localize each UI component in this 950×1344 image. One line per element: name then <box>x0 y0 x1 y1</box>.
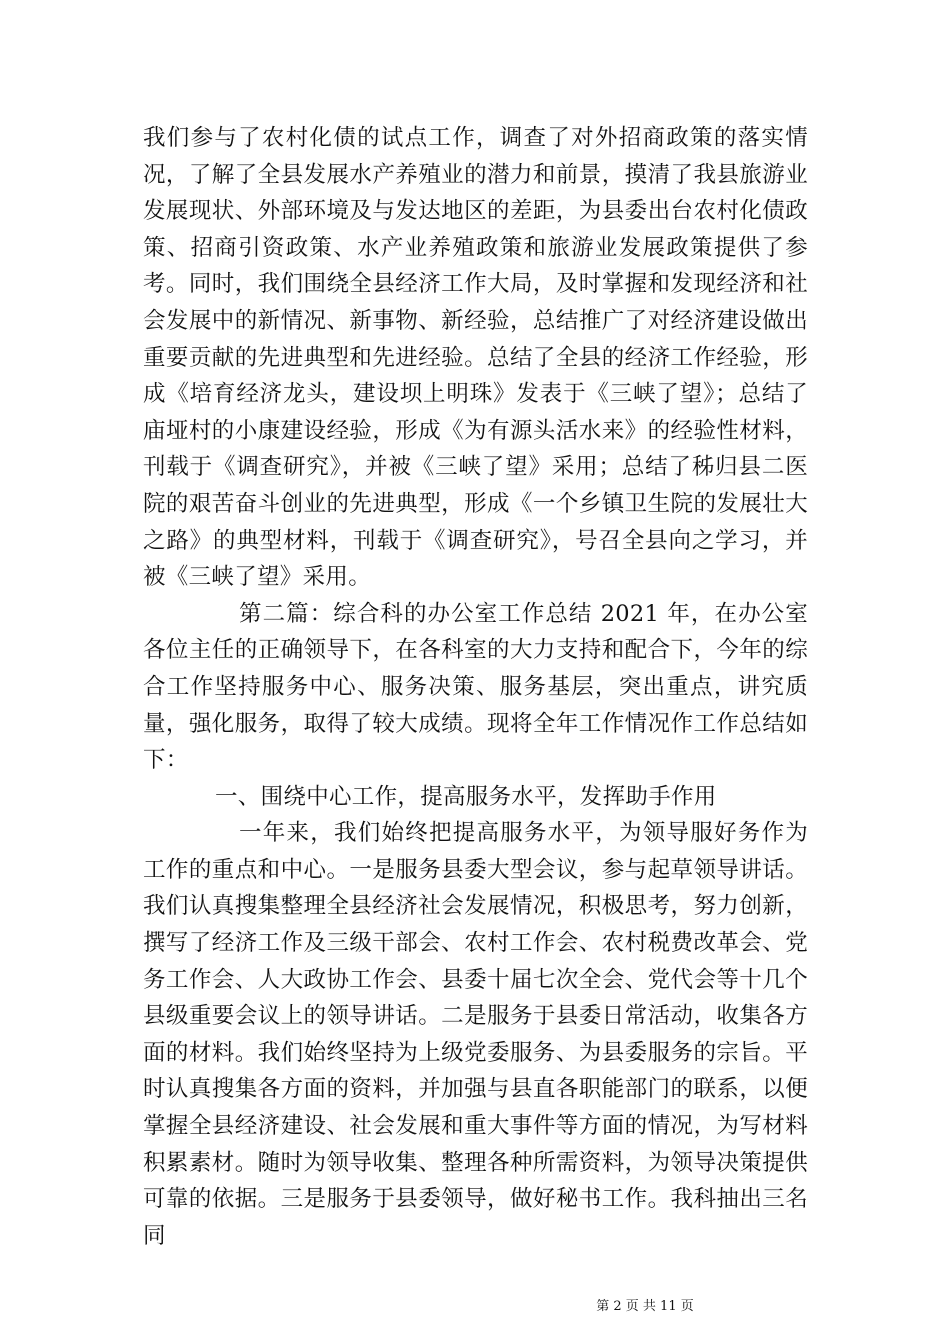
section-heading-one: 一、围绕中心工作，提高服务水平，发挥助手作用 <box>215 783 717 810</box>
paragraph-continuation: 我们参与了农村化债的试点工作，调查了对外招商政策的落实情况，了解了全县发展水产养殖业的潜力和前景，摸清了我县旅游业发展现状、外部环境及与发达地区的差距，为县委出台农村化债政策、招商引资政策、水产业养殖政策和旅游业发展政策提供了参考。同时，我们围绕全县经济工作大局，及时掌握和发现经济和社会发展中的新情况、新事物、新经验，总结推广了对经济建设做出重要贡献的先进典型和先进经验。总结了全县的经济工作经验，形成《培育经济龙头，建设坝上明珠》发表于《三峡了望》；总结了庙垭村的小康建设经验，形成《为有源头活水来》的经验性材料，刊载于《调查研究》，并被《三峡了望》采用；总结了秭归县二医院的艰苦奋斗创业的先进典型，形成《一个乡镇卫生院的发展壮大之路》的典型材料，刊载于《调查研究》，号召全县向之学习，并被《三峡了望》采用。 <box>143 125 808 591</box>
paragraph-section-one-body: 一年来，我们始终把提高服务水平，为领导服好务作为工作的重点和中心。一是服务县委大型会议，参与起草领导讲话。我们认真搜集整理全县经济社会发展情况，积极思考，努力创新，撰写了经济工作及三级干部会、农村工作会、农村税费改革会、党务工作会、人大政协工作会、县委十届七次全会、党代会等十几个县级重要会议上的领导讲话。二是服务于县委日常活动，收集各方面的材料。我们始终坚持为上级党委服务、为县委服务的宗旨。平时认真搜集各方面的资料，并加强与县直各职能部门的联系，以便掌握全县经济建设、社会发展和重大事件等方面的情况，为写材料积累素材。随时为领导收集、整理各种所需资料，为领导决策提供可靠的依据。三是服务于县委领导，做好秘书工作。我科抽出三名同 <box>143 820 808 1249</box>
paragraph-chapter-two-intro: 第二篇：综合科的办公室工作总结 2021 年，在办公室各位主任的正确领导下，在各科室的大力支持和配合下，今年的综合工作坚持服务中心、服务决策、服务基层，突出重点，讲究质量，强化服务，取得了较大成绩。现将全年工作情况作工作总结如下： <box>143 600 808 774</box>
page-footer <box>0 1295 950 1314</box>
page-number-label: 第 2 页 共 11 页 <box>596 1299 694 1314</box>
document-body <box>143 120 808 1254</box>
